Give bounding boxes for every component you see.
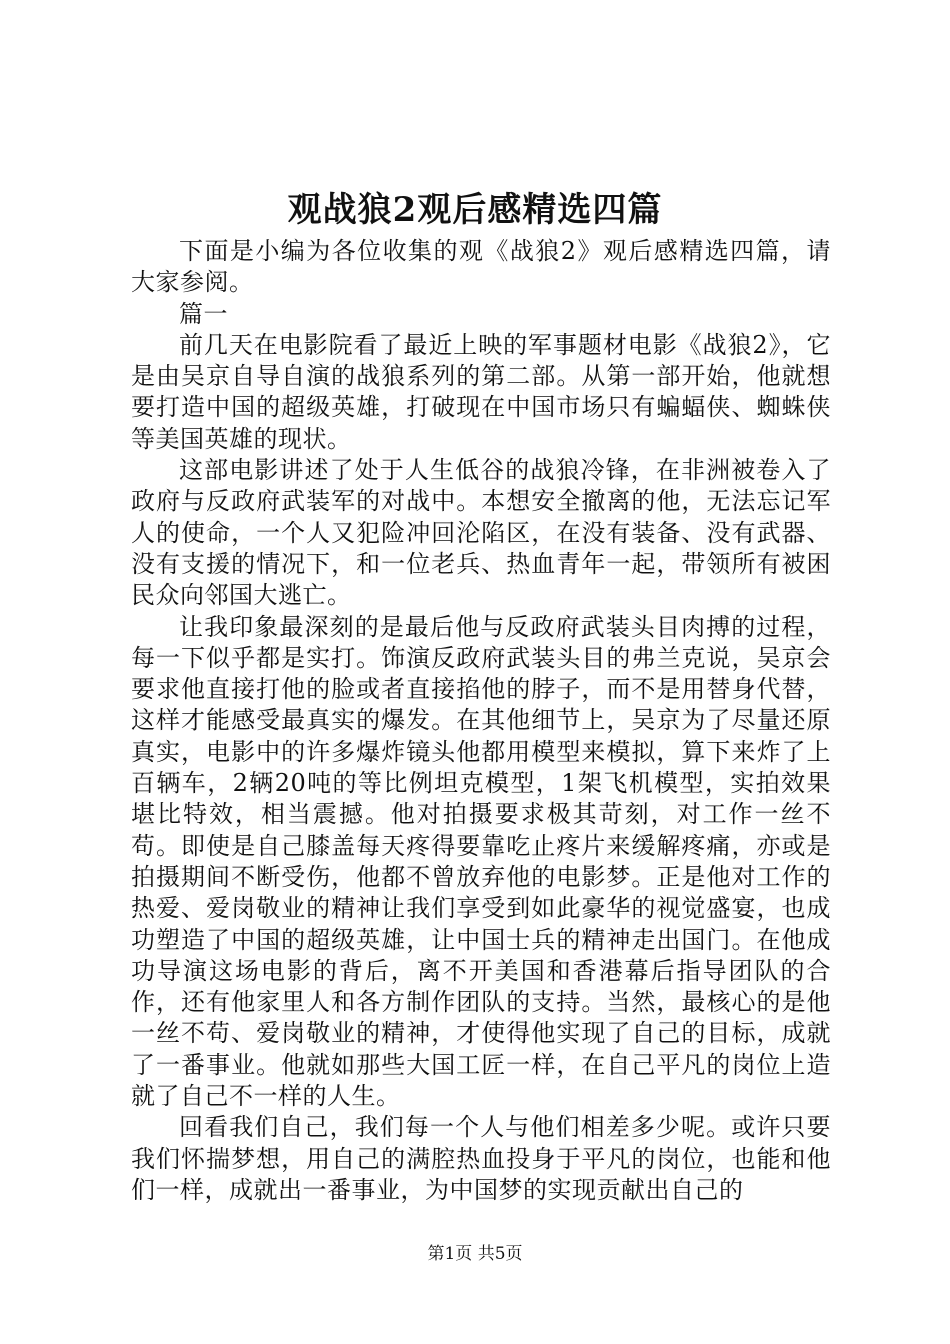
body-paragraph: 前几天在电影院看了最近上映的军事题材电影《战狼2》，它是由吴京自导自演的战狼系列的第二部。从第一部开始，他就想要打造中国的超级英雄，打破现在中国市场只有蝙蝠侠、蜘蛛侠等美国英雄的现状。 xyxy=(131,330,831,453)
body-paragraph: 让我印象最深刻的是最后他与反政府武装头目肉搏的过程，每一下似乎都是实打。饰演反政府武装头目的弗兰克说，吴京会要求他直接打他的脸或者直接掐他的脖子，而不是用替身代替，这样才能感受最真实的爆发。在其他细节上，吴京为了尽量还原真实，电影中的许多爆炸镜头他都用模型来模拟，算下来炸了上百辆车，2辆20吨的等比例坦克模型，1架飞机模型，实拍效果堪比特效，相当震撼。他对拍摄要求极其苛刻，对工作一丝不苟。即使是自己膝盖每天疼得要靠吃止疼片来缓解疼痛，亦或是拍摄期间不断受伤，他都不曾放弃他的电影梦。正是他对工作的热爱、爱岗敬业的精神让我们享受到如此豪华的视觉盛宴，也成功塑造了中国的超级英雄，让中国士兵的精神走出国门。在他成功导演这场电影的背后，离不开美国和香港幕后指导团队的合作，还有他家里人和各方制作团队的支持。当然，最核心的是他一丝不苟、爱岗敬业的精神，才使得他实现了自己的目标，成就了一番事业。他就如那些大国工匠一样，在自己平凡的岗位上造就了自己不一样的人生。 xyxy=(131,612,831,1111)
body-paragraph: 回看我们自己，我们每一个人与他们相差多少呢。或许只要我们怀揣梦想，用自己的满腔热血投身于平凡的岗位，也能和他们一样，成就出一番事业，为中国梦的实现贡献出自己的 xyxy=(131,1113,831,1204)
body-paragraph: 这部电影讲述了处于人生低谷的战狼冷锋，在非洲被卷入了政府与反政府武装军的对战中。本想安全撤离的他，无法忘记军人的使命，一个人又犯险冲回沦陷区，在没有装备、没有武器、没有支援的情况下，和一位老兵、热血青年一起，带领所有被困民众向邻国大逃亡。 xyxy=(131,456,831,610)
section-heading: 篇一 xyxy=(179,299,228,328)
document-title: 观战狼2观后感精选四篇 xyxy=(287,190,663,230)
intro-paragraph: 下面是小编为各位收集的观《战狼2》观后感精选四篇，请大家参阅。 xyxy=(131,237,831,297)
page-number-footer: 第1页 共5页 xyxy=(427,1244,523,1264)
document-body xyxy=(131,236,831,1206)
